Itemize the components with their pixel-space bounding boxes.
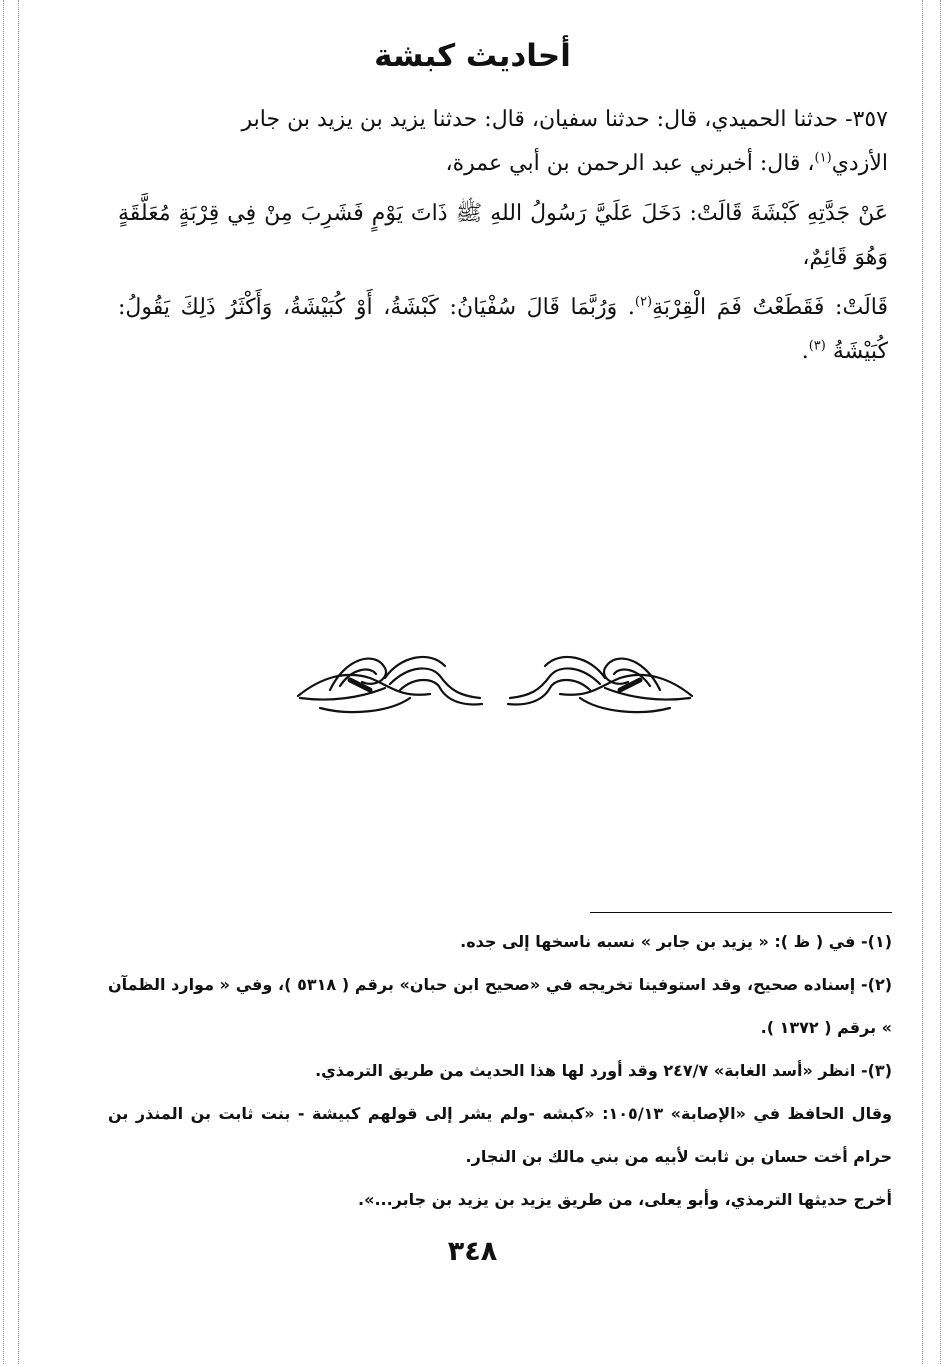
hadith-matn-para-1: [118, 192, 888, 280]
floral-divider-ornament-icon: [290, 638, 700, 722]
footnote-1: (١)- في ( ظ ): « يزيد بن جابر » نسبه ناسخها إلى جده.: [460, 932, 892, 951]
scan-edge-line: [940, 0, 941, 1364]
footnote-3-end: أخرج حديثها الترمذي، وأبو يعلى، من طريق يزيد بن يزيد بن جابر...».: [358, 1190, 892, 1209]
footnote-ref-3[interactable]: (٣): [808, 338, 826, 354]
footnote-2: (٢)- إسناده صحيح، وقد استوفينا تخريجه في «صحيح ابن حبان» برقم ( ٥٣١٨ )، وفي « موارد الظمآن » برقم ( ١٣٧٢ ).: [108, 975, 893, 1037]
hadith-isnad: [118, 98, 888, 186]
isnad-line-2: [118, 142, 888, 186]
footnote-3: (٣)- انظر «أسد الغابة» ٢٤٧/٧ وقد أورد لها هذا الحديث من طريق الترمذي.: [315, 1061, 892, 1080]
matn-part-a: قَالَتْ: فَقَطَعْتُ فَمَ الْقِرْبَةِ: [652, 295, 888, 320]
footnote-separator: [590, 912, 892, 913]
footnote-ref-2[interactable]: (٢): [634, 294, 653, 310]
scan-edge-line: [3, 0, 4, 1364]
matn-part-b: . وَرُبَّمَا قَالَ سُفْيَانُ: كَبْشَةُ، أَوْ كُبَيْشَةُ، وَأَكْثَرُ ذَلِكَ يَقُولُ: كُبَيْشَةُ: [118, 295, 888, 364]
page-title: أحاديث كبشة: [374, 38, 571, 74]
hadith-matn-para-2: [118, 286, 888, 374]
scan-edge-line: [18, 0, 19, 1364]
isnad-line-2-rest: ، قال: أخبرني عبد الرحمن بن أبي عمرة،: [445, 151, 815, 176]
footnote-3-continued: وقال الحافظ في «الإصابة» ١٠٥/١٣: «كبشه -ولم يشر إلى قولهم كبيشة - بنت ثابت بن المنذر بن حرام أخت حسان بن ثابت لأبيه من بني مالك بن النجار.: [108, 1104, 892, 1166]
footnotes-section: [108, 920, 892, 1221]
matn-text-1: عَنْ جَدَّتِهِ كَبْشَةَ قَالَتْ: دَخَلَ عَلَيَّ رَسُولُ اللهِ ﷺ ذَاتَ يَوْمٍ فَشَرِبَ مِنْ فِي قِرْبَةٍ مُعَلَّقَةٍ وَهُوَ قَائِمٌ،: [118, 201, 888, 270]
isnad-line-1: ٣٥٧- حدثنا الحميدي، قال: حدثنا سفيان، قال: حدثنا يزيد بن يزيد بن جابر: [241, 107, 888, 132]
matn-part-c: .: [801, 339, 809, 364]
scan-edge-line: [922, 0, 923, 1364]
page-number: ٣٤٨: [447, 1236, 498, 1267]
narrator-name: الأزدي: [831, 151, 888, 176]
matn-text-2: [118, 286, 888, 374]
footnote-ref-1[interactable]: (١): [814, 150, 832, 166]
